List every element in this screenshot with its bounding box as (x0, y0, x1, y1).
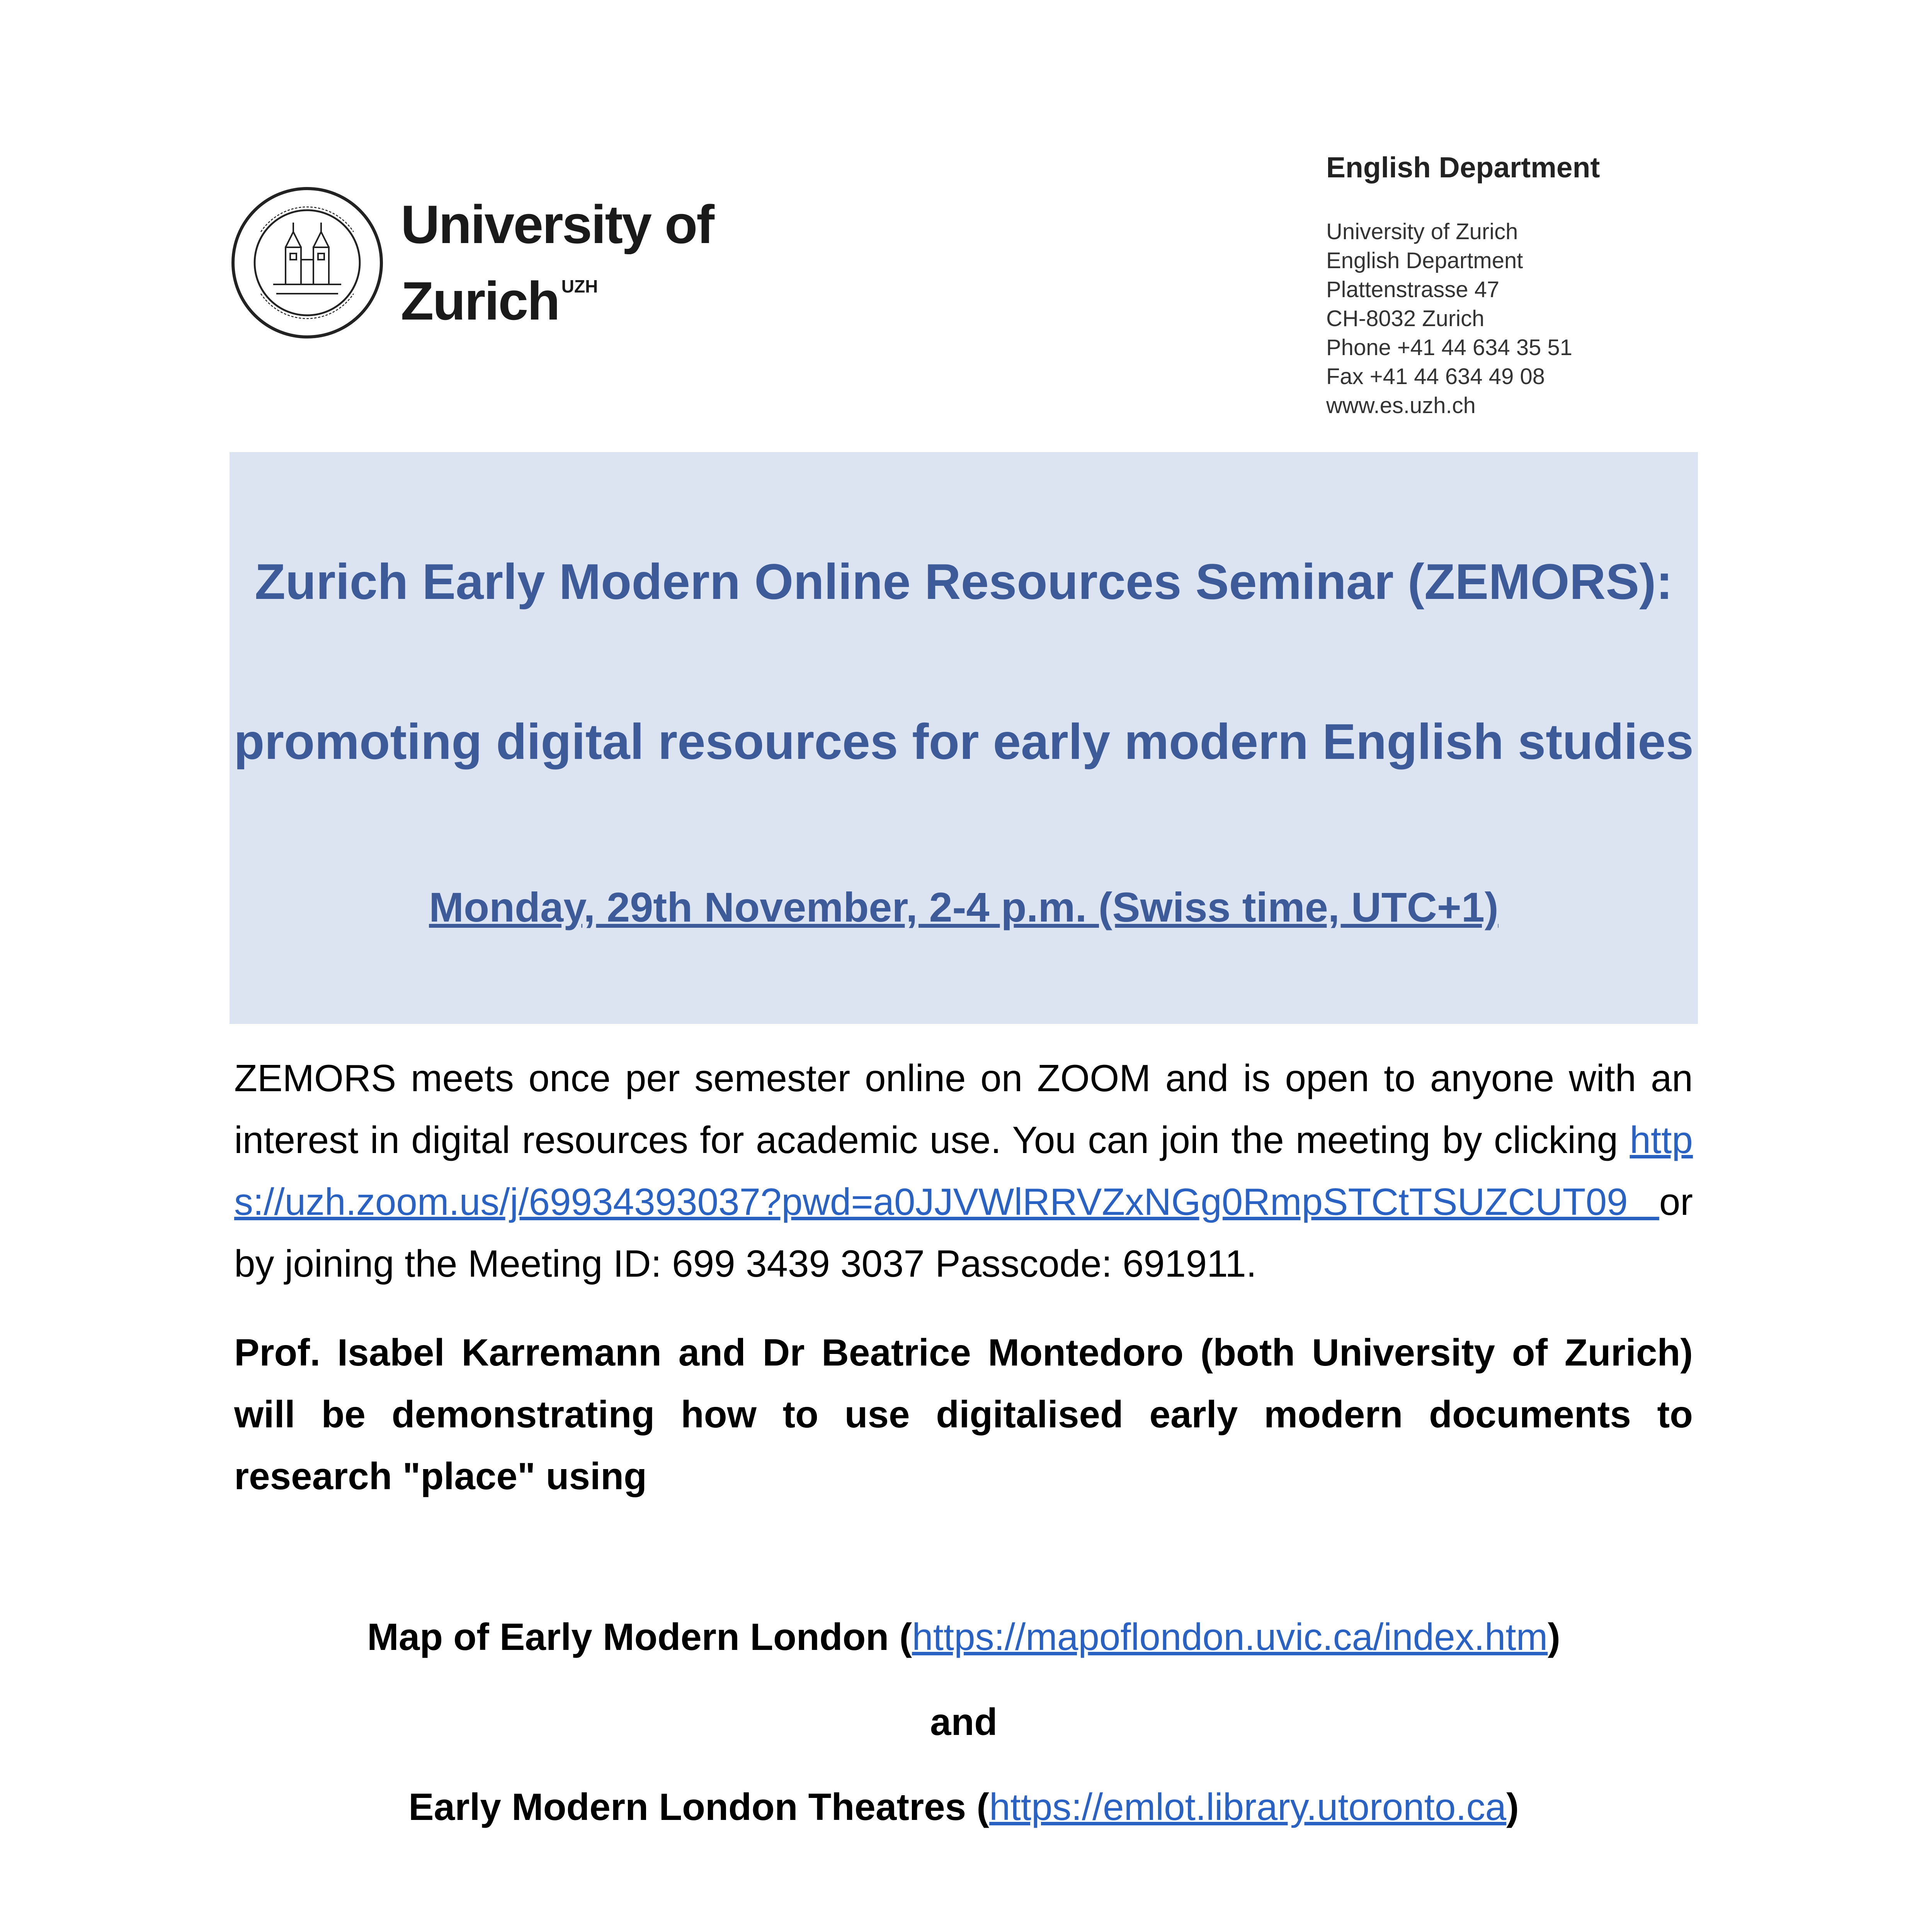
meeting-id-text: or by joining the Meeting ID: 699 3439 3037 Passcode: 691911. (234, 1180, 1693, 1285)
intro-text: ZEMORS meets once per semester online on ZOOM and is open to anyone with an interest in digital resources for academic use. You can join the meeting by clicking (234, 1057, 1693, 1161)
seminar-subtitle: promoting digital resources for early modern English studies (234, 713, 1694, 770)
university-logo (230, 185, 713, 340)
seminar-date: Monday, 29th November, 2-4 p.m. (Swiss time, UTC+1) (429, 884, 1499, 930)
and-text: and (930, 1701, 998, 1743)
intro-paragraph (234, 1047, 1693, 1294)
address-line: English Department (1326, 248, 1523, 273)
map-name: Map of Early Modern London ( (367, 1616, 912, 1658)
address-line: CH-8032 Zurich (1326, 306, 1485, 331)
resource-map-line (230, 1615, 1698, 1659)
theatres-name: Early Modern London Theatres ( (408, 1786, 990, 1828)
address-line: University of Zurich (1326, 219, 1518, 244)
speakers-paragraph: Prof. Isabel Karremann and Dr Beatrice Montedoro (both University of Zurich) will be demonstrating how to use digitalised early modern documents to research "place" using (234, 1331, 1693, 1497)
website-line: www.es.uzh.ch (1326, 393, 1476, 418)
seminar-title: Zurich Early Modern Online Resources Seminar (ZEMORS): (255, 553, 1673, 610)
address-line: Plattenstrasse 47 (1326, 277, 1500, 302)
address-block (1326, 217, 1572, 420)
logo-line-1: University of (401, 194, 713, 255)
logo-superscript: UZH (561, 276, 598, 296)
fax-line: Fax +41 44 634 49 08 (1326, 364, 1545, 389)
zoom-link[interactable]: https://uzh.zoom.us/j/69934393037?pwd=a0JJVWlRRVZxNGg0RmpSTCtTSUZCUT09 (234, 1119, 1693, 1223)
theatres-link[interactable]: https://emlot.library.utoronto.ca (989, 1786, 1507, 1828)
seminar-banner (230, 452, 1698, 1024)
resource-theatres-line (230, 1785, 1698, 1829)
department-heading: English Department (1326, 151, 1600, 184)
uzh-seal-icon (230, 185, 384, 340)
map-link[interactable]: https://mapoflondon.uvic.ca/index.htm (912, 1616, 1548, 1658)
theatres-close: ) (1506, 1786, 1519, 1828)
map-close: ) (1548, 1616, 1560, 1658)
phone-line: Phone +41 44 634 35 51 (1326, 335, 1572, 360)
logo-line-2: Zurich (401, 270, 559, 331)
